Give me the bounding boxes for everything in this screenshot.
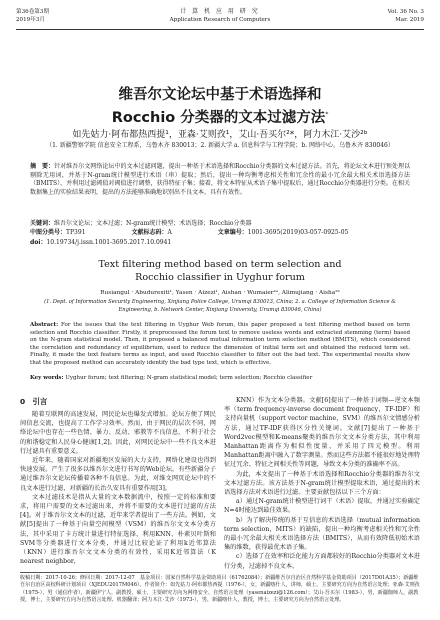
- volume-issue-zh: 第36卷第3期: [16, 9, 50, 15]
- volume-issue-en: Vol. 36 No. 3: [387, 9, 424, 15]
- abstract-en-label: Abstract:: [30, 322, 59, 328]
- body-paragraph: KNN）作为文本分类器。文献[6]提出了一种基于词频—逆文本频率（term frequency-inverse document frequency，TF-IDF）和支持向量机（support vector machine，SVM）的维吾尔文情感分析方法，通过TF-IDF获得区分性关键词。文献[7]提出了一种基于Word2vec模型和K-means聚类的维吾尔文文本分类方法，其中利用Manhattan距离作为相似性度量，并采用了四元模型。利用Manhattan距离中融入了数字测量。然而这些方法都不能很好地处理特征过冗余、特征之间相关性等问题，导致文本分类的准确率不高。: [224, 397, 420, 469]
- doi-line: [30, 239, 410, 248]
- affiliation-en: (1. Dept. of Information Security Engineering, Xinjiang Police College, Urumqi 830013, China; 2. a. College of Information Science & Engineering, b. Network Center, Xinjiang University, Urumqi 830046, China): [44, 299, 396, 313]
- issue-date-en: Mar. 2019: [395, 17, 424, 23]
- contribution-item: a）通过N-gram统计模型进行词干（术语）提取，并通过实验确定N=4时能达到最佳效果。: [224, 498, 420, 515]
- keywords-en-label: Key words:: [30, 375, 64, 381]
- doc-code-value: A: [167, 229, 172, 236]
- title-zh-line2: Rocchio 分类器的文本过滤方法: [111, 109, 326, 126]
- body-paragraph: 为此，本文提出了一种基于术语选择和Rocchio分类器的维吾尔文文本过滤方法。该方法基于N-gram统计模型提取术语，通过提出的术语选择方法对术语进行过滤。主要贡献包括以下三个方面：: [224, 470, 420, 497]
- journal-name: [16, 8, 424, 24]
- journal-name-en: Application Research of Computers: [169, 17, 271, 23]
- clc-value: TP391: [66, 229, 86, 236]
- running-head: [16, 8, 424, 30]
- body-paragraph: 随着互联网的高速发展，网民论坛也爆发式增加。论坛方便了网民间信息交流，也提高了工作学习效率。然而，由于网民的层次不同，网络论坛中也存在一些色情、暴力、反动、邪教等不良信息，不利于社会的和谐稳定和人民身心健康[1,2]。因此，对网民论坛中一些不良文本进行过滤具有重要意义。: [20, 411, 216, 455]
- keywords-en-text: Uyghur forum; text filtering; N-gram statistical model; term selection; Rocchio classifier: [65, 375, 313, 381]
- article-no-label: 文章编号：: [217, 229, 248, 236]
- clc-item: [30, 229, 108, 236]
- doi-value[interactable]: 10.19734/j.issn.1001-3695.2017.10.0941: [46, 239, 172, 246]
- title-zh-line1: 维吾尔文论坛中基于术语选择和: [118, 87, 322, 103]
- abstract-zh-label: 摘 要：: [30, 163, 55, 170]
- article-no-value: 1001-3695(2019)03-057-0925-05: [247, 229, 349, 236]
- title-en-line2: Rocchio classifier in Uyghur forum: [135, 272, 305, 283]
- contribution-item: c）选择了在效率和泛化能力方面都较好的Rocchio分类器对文本进行分类，过滤掉不良文本。: [224, 553, 420, 570]
- journal-volume-en: [388, 8, 424, 24]
- authors-zh: 如先姑力·阿布都热西提¹，亚森·艾则孜¹，艾山·吾买尔²*，阿力木江·艾沙²ᵇ: [72, 130, 368, 140]
- footnote: 收稿日期：2017-10-26；修回日期：2017-12-07 基金项目：国家自然科学基金资助项目（61762084）；新疆维吾尔自治区自然科学基金资助项目（2017D01A35）；新疆维吾尔自治区高校科研计划项目（XJEDU2017M046）。作者简介：如先姑力·阿布都热西提（1976-），女，新疆喀什人，讲师，硕士，主要研究方向为自然语言处理；亚森·艾则孜（1975-），男（通信作者），新疆伊宁人，副教授，硕士，主要研究方向为网络安全、自然语言处理（yasenaizezi@126.com）；艾山·吾买尔（1983-），男，新疆伽师人，副教授，博士，主要研究方向为自然语言处理、机器翻译；阿力木江·艾沙（1973-），男，新疆喀什人，教授，博士，主要研究方向为自然语言处理。: [20, 575, 420, 604]
- issue-date-zh: 2019年3月: [16, 17, 45, 23]
- footnote-rule: [20, 572, 150, 573]
- paper-title-en: [50, 258, 390, 284]
- keywords-zh: [30, 220, 410, 229]
- journal-name-zh: 计 算 机 应 用 研 究: [180, 8, 260, 15]
- doc-code-item: [131, 229, 193, 236]
- paper-title-zh: [20, 86, 420, 128]
- body-paragraph: 近年来，随着国家对新疆地区发展的大力支持，网络化建设也得到快速发展。产生了很多以维吾尔文进行书写的Web论坛。有些新疆分子通过维吾尔文论坛传播着各种不良信息。为此，对维文网页论坛中的不良文本进行过滤，对新疆的长治久安具有重要作用[3]。: [20, 457, 216, 492]
- body-column-left: [20, 396, 216, 566]
- title-zh-line2-wrap: [20, 105, 420, 128]
- article-no-item: [218, 229, 371, 236]
- keywords-zh-text: 维吾尔文论坛；文本过滤；N-gram统计模型；术语选择；Rocchio分类器: [54, 220, 252, 227]
- abstract-en: [30, 322, 410, 368]
- abstract-zh-text: 针对维吾尔文网络论坛中的文本过滤问题，提出一种基于术语选择和Rocchio分类器的文本过滤方法。首先，将论坛文本进行预处理以剔除无用词，并基于N-gram统计模型进行术语（串）提取；然后，提出一种均衡考虑相关性和冗余性的最小冗余最大相关术语选择方法（BMITS），并利用过滤阈值对阈值进行调整，获得特征子集；接着，将文本特征从术语子集中提取后，通过Rocchio分类器进行分类。在相关数据集上的实验结果表明，提出的方法能够准确地识别出不良文本，具有有效性。: [30, 163, 410, 196]
- affiliation-zh: （1. 新疆警察学院 信息安全工程系，乌鲁木齐 830013；2. 新疆大学 a. 信息科学与工程学院；b. 网络中心，乌鲁木齐 830046）: [46, 142, 394, 149]
- title-en-line1: Text filtering method based on term selection and: [98, 259, 342, 270]
- abstract-zh: [30, 163, 410, 197]
- keywords-zh-label: 关键词：: [30, 220, 55, 227]
- keywords-en: [30, 375, 410, 383]
- header-rule: [16, 29, 424, 30]
- classification-line: [30, 229, 410, 238]
- contribution-item: b）为了解决传统的基于互信息的术语选择（mutual information term selection，MITS）的缺陷，提出一种均衡考虑相关性和冗余性的最小冗余最大相关术语选择方法（BMITS），从而有效降低初始术语集的维数，获得最优术语子集。: [224, 516, 420, 552]
- doc-code-label: 文献标志码：: [131, 229, 168, 236]
- body-paragraph: 文本过滤技术是指从大量的文本数据流中，按照一定的标准和要求，将用户需要的文本过滤出来，并将不需要的文本进行过滤的方法[4]。对于维吾尔文文本的过滤，近年来学者提出了一些方法。例如，文献[5]提出了一种基于向量空间模型（VSM）的维吾尔文文本分类方法，其中采用了卡方统计量进行特征选择，利用KNN、朴素贝叶斯和SVM等分类器进行文本分类，并通过比较论证了利用k近邻算法（KNN）进行维吾尔文文本分类的有效性，采用K近邻算法（K nearest neighbor，: [20, 493, 216, 566]
- title-footnote-mark: *: [325, 111, 329, 118]
- clc-label: 中图分类号：: [30, 229, 67, 236]
- body-column-right: [224, 396, 420, 571]
- doi-label: doi：: [30, 239, 47, 246]
- abstract-en-text: For the issues that the text filtering in Uyghur Web forum, this paper proposed a text filtering method based on term selection and Rocchio classifier. Firstly, it preprocessed the forum text to remove useless words and extracted stemming (term) based on the N-gram statistical model. Then, it proposed a balanced mutual information term selection method (BMITS), which considered the correlation and redundancy of equilibrium, used to reduce the dimension of initial term set and obtained the reduced term set. Finally, it made the text feature terms as input, and used Rocchio classifier to filter out the bad text. The experimental results show that the proposed method can accurately identify the bad type text, which is effective.: [30, 322, 411, 366]
- section-heading: 0 引言: [20, 397, 48, 406]
- authors-en: Rusiangul · Abudurexiti¹, Yasen · Aizezi¹, Aishan · Wumaier²ᵃ, Alimujiang · Aisha²ᵇ: [100, 290, 340, 296]
